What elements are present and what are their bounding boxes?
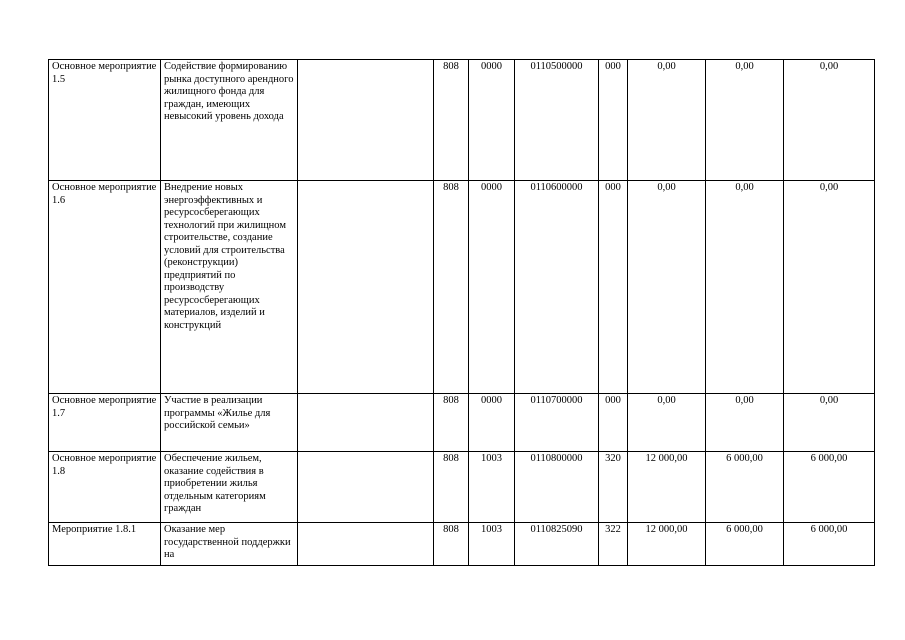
row-csr: 0110700000 [515, 394, 599, 452]
table-row [49, 181, 875, 394]
row-year1: 12 000,00 [628, 523, 706, 566]
row-vr: 000 [599, 394, 628, 452]
row-executor [298, 394, 434, 452]
row-rzpr: 0000 [469, 394, 515, 452]
row-year3: 0,00 [784, 394, 875, 452]
table-row [49, 523, 875, 566]
row-rzpr: 0000 [469, 181, 515, 394]
table-body [49, 60, 875, 566]
row-csr: 0110800000 [515, 452, 599, 523]
row-executor [298, 523, 434, 566]
row-csr: 0110500000 [515, 60, 599, 181]
row-name: Мероприятие 1.8.1 [49, 523, 161, 566]
row-vr: 000 [599, 60, 628, 181]
row-year2: 6 000,00 [706, 523, 784, 566]
row-name: Основное мероприятие 1.7 [49, 394, 161, 452]
row-vr: 320 [599, 452, 628, 523]
row-executor [298, 60, 434, 181]
row-executor [298, 452, 434, 523]
row-year3: 0,00 [784, 60, 875, 181]
row-rzpr: 0000 [469, 60, 515, 181]
row-year1: 0,00 [628, 181, 706, 394]
row-year1: 12 000,00 [628, 452, 706, 523]
row-year3: 0,00 [784, 181, 875, 394]
row-name: Основное мероприятие 1.8 [49, 452, 161, 523]
row-year2: 6 000,00 [706, 452, 784, 523]
row-description: Внедрение новых энергоэффективных и ресурсосберегающих технологий при жилищном строительстве, создание условий для строительства (реконструкции) предприятий по производству ресурсосберегающих материалов, изделий и конструкций [161, 181, 298, 394]
row-vr: 000 [599, 181, 628, 394]
budget-table [48, 59, 875, 566]
row-description: Участие в реализации программы «Жилье для российской семьи» [161, 394, 298, 452]
row-grbs: 808 [434, 60, 469, 181]
row-description: Содействие формированию рынка доступного арендного жилищного фонда для граждан, имеющих невысокий уровень дохода [161, 60, 298, 181]
row-grbs: 808 [434, 181, 469, 394]
row-executor [298, 181, 434, 394]
row-description: Оказание мер государственной поддержки на [161, 523, 298, 566]
row-rzpr: 1003 [469, 523, 515, 566]
row-description: Обеспечение жильем, оказание содействия в приобретении жилья отдельным категориям граждан [161, 452, 298, 523]
row-year3: 6 000,00 [784, 452, 875, 523]
row-grbs: 808 [434, 394, 469, 452]
table-row [49, 394, 875, 452]
row-year1: 0,00 [628, 394, 706, 452]
row-rzpr: 1003 [469, 452, 515, 523]
row-csr: 0110825090 [515, 523, 599, 566]
row-year1: 0,00 [628, 60, 706, 181]
row-grbs: 808 [434, 452, 469, 523]
row-vr: 322 [599, 523, 628, 566]
row-name: Основное мероприятие 1.6 [49, 181, 161, 394]
row-name: Основное мероприятие 1.5 [49, 60, 161, 181]
row-year2: 0,00 [706, 181, 784, 394]
row-year2: 0,00 [706, 394, 784, 452]
row-year3: 6 000,00 [784, 523, 875, 566]
table-row [49, 60, 875, 181]
row-year2: 0,00 [706, 60, 784, 181]
row-grbs: 808 [434, 523, 469, 566]
row-csr: 0110600000 [515, 181, 599, 394]
table-row [49, 452, 875, 523]
